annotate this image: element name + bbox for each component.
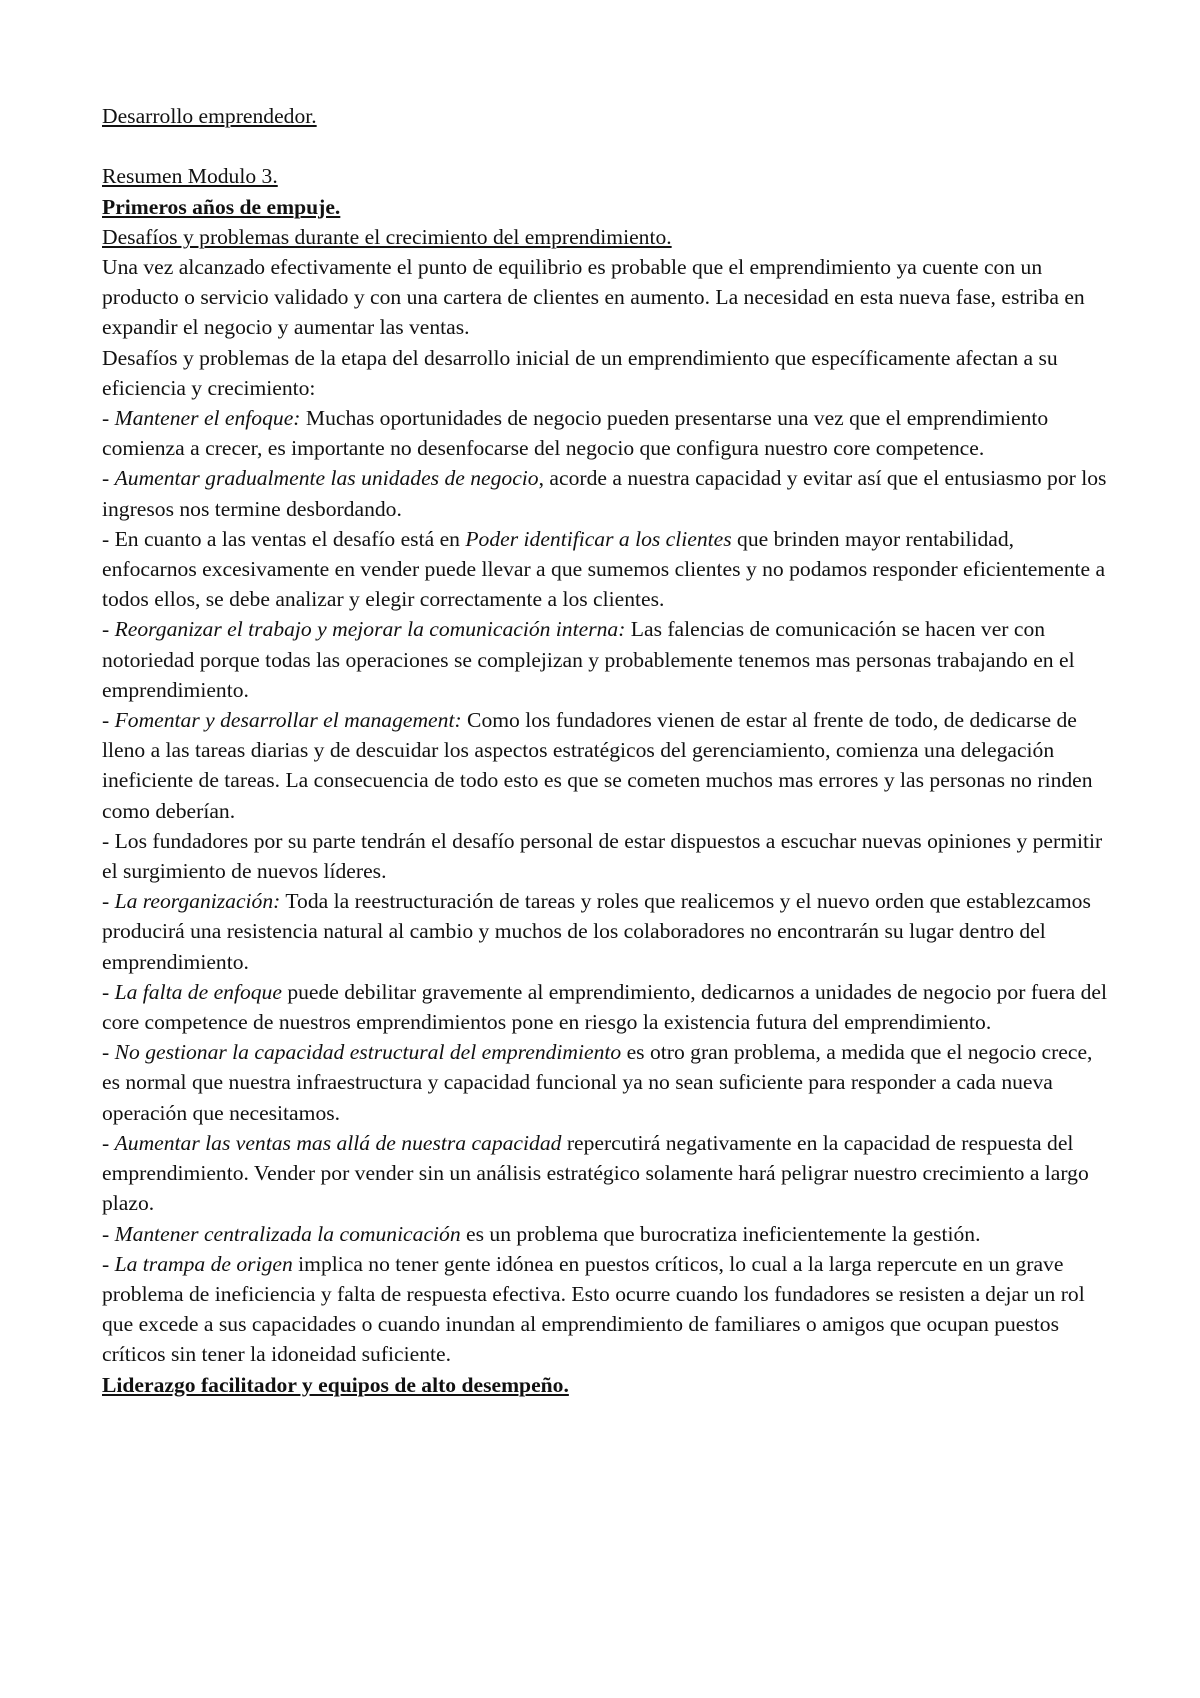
lead-in-paragraph: Desafíos y problemas de la etapa del desarrollo inicial de un emprendimiento que específicamente afectan a su eficiencia y crecimiento: bbox=[102, 345, 1058, 400]
list-item: - En cuanto a las ventas el desafío está en Poder identificar a los clientes que brinden mayor rentabilidad, enfocarnos excesivamente en vender puede llevar a que sumemos clientes y no podamos responder eficientemente a todos ellos, se debe analizar y elegir correctamente a los clientes. bbox=[102, 526, 1106, 612]
list-item: - Los fundadores por su parte tendrán el desafío personal de estar dispuestos a escuchar nuevas opiniones y permitir el surgimiento de nuevos líderes. bbox=[102, 828, 1103, 884]
intro-paragraph: Una vez alcanzado efectivamente el punto de equilibrio es probable que el emprendimiento ya cuente con un producto o servicio validado y con una cartera de clientes en aumento. La necesidad en esta nueva fase, estriba en expandir el negocio y aumentar las ventas. bbox=[102, 255, 1085, 340]
list-item: - Aumentar gradualmente las unidades de negocio, acorde a nuestra capacidad y evitar así que el entusiasmo por los ingresos nos termine desbordando. bbox=[102, 466, 1107, 521]
module-subtitle: Resumen Modulo 3. bbox=[102, 164, 278, 189]
list-item: - No gestionar la capacidad estructural del emprendimiento es otro gran problema, a medida que el negocio crece, es normal que nuestra infraestructura y capacidad funcional ya no sean suficiente para responder a cada nueva operación que necesitamos. bbox=[102, 1040, 1093, 1125]
document-title: Desarrollo emprendedor. bbox=[102, 104, 317, 128]
section-heading: Primeros años de empuje. bbox=[102, 194, 341, 219]
list-item: - Mantener el enfoque: Muchas oportunidades de negocio pueden presentarse una vez que el emprendimiento comienza a crecer, es importante no desenfocarse del negocio que configura nuestro core competence. bbox=[102, 406, 1049, 461]
list-item: - Reorganizar el trabajo y mejorar la comunicación interna: Las falencias de comunicación se hacen ver con notoriedad porque todas las operaciones se complejizan y probablemente tenemos mas personas trabajando en el emprendimiento. bbox=[102, 617, 1075, 702]
list-item: - Mantener centralizada la comunicación es un problema que burocratiza ineficientemente la gestión. bbox=[102, 1221, 981, 1246]
list-item: - La trampa de origen implica no tener gente idónea en puestos críticos, lo cual a la larga repercute en un grave problema de ineficiencia y falta de respuesta efectiva. Esto ocurre cuando los fundadores se resisten a dejar un rol que excede a sus capacidades o cuando inundan al emprendimiento de familiares o amigos que ocupan puestos críticos sin tener la idoneidad suficiente. bbox=[102, 1251, 1085, 1367]
list-item: - Aumentar las ventas mas allá de nuestra capacidad repercutirá negativamente en la capacidad de respuesta del emprendimiento. Vender por vender sin un análisis estratégico solamente hará peligrar nuestro crecimiento a largo plazo. bbox=[102, 1130, 1089, 1216]
list-item: - La falta de enfoque puede debilitar gravemente al emprendimiento, dedicarnos a unidades de negocio por fuera del core competence de nuestros emprendimientos pone en riesgo la existencia futura del emprendimiento. bbox=[102, 979, 1107, 1035]
blank-line bbox=[102, 131, 1112, 161]
list-item: - La reorganización: Toda la reestructuración de tareas y roles que realicemos y el nuevo orden que establezcamos producirá una resistencia natural al cambio y muchos de los colaboradores no encontrarán su lugar dentro del emprendimiento. bbox=[102, 889, 1091, 974]
next-section-heading: Liderazgo facilitador y equipos de alto desempeño. bbox=[102, 1372, 569, 1397]
document-page bbox=[102, 101, 1112, 1400]
subsection-heading: Desafíos y problemas durante el crecimiento del emprendimiento. bbox=[102, 224, 672, 249]
list-item: - Fomentar y desarrollar el management: Como los fundadores vienen de estar al frente de todo, de dedicarse de lleno a las tareas diarias y de descuidar los aspectos estratégicos del gerenciamiento, comienza una delegación ineficiente de tareas. La consecuencia de todo esto es que se cometen muchos mas errores y las personas no rinden como deberían. bbox=[102, 708, 1093, 823]
